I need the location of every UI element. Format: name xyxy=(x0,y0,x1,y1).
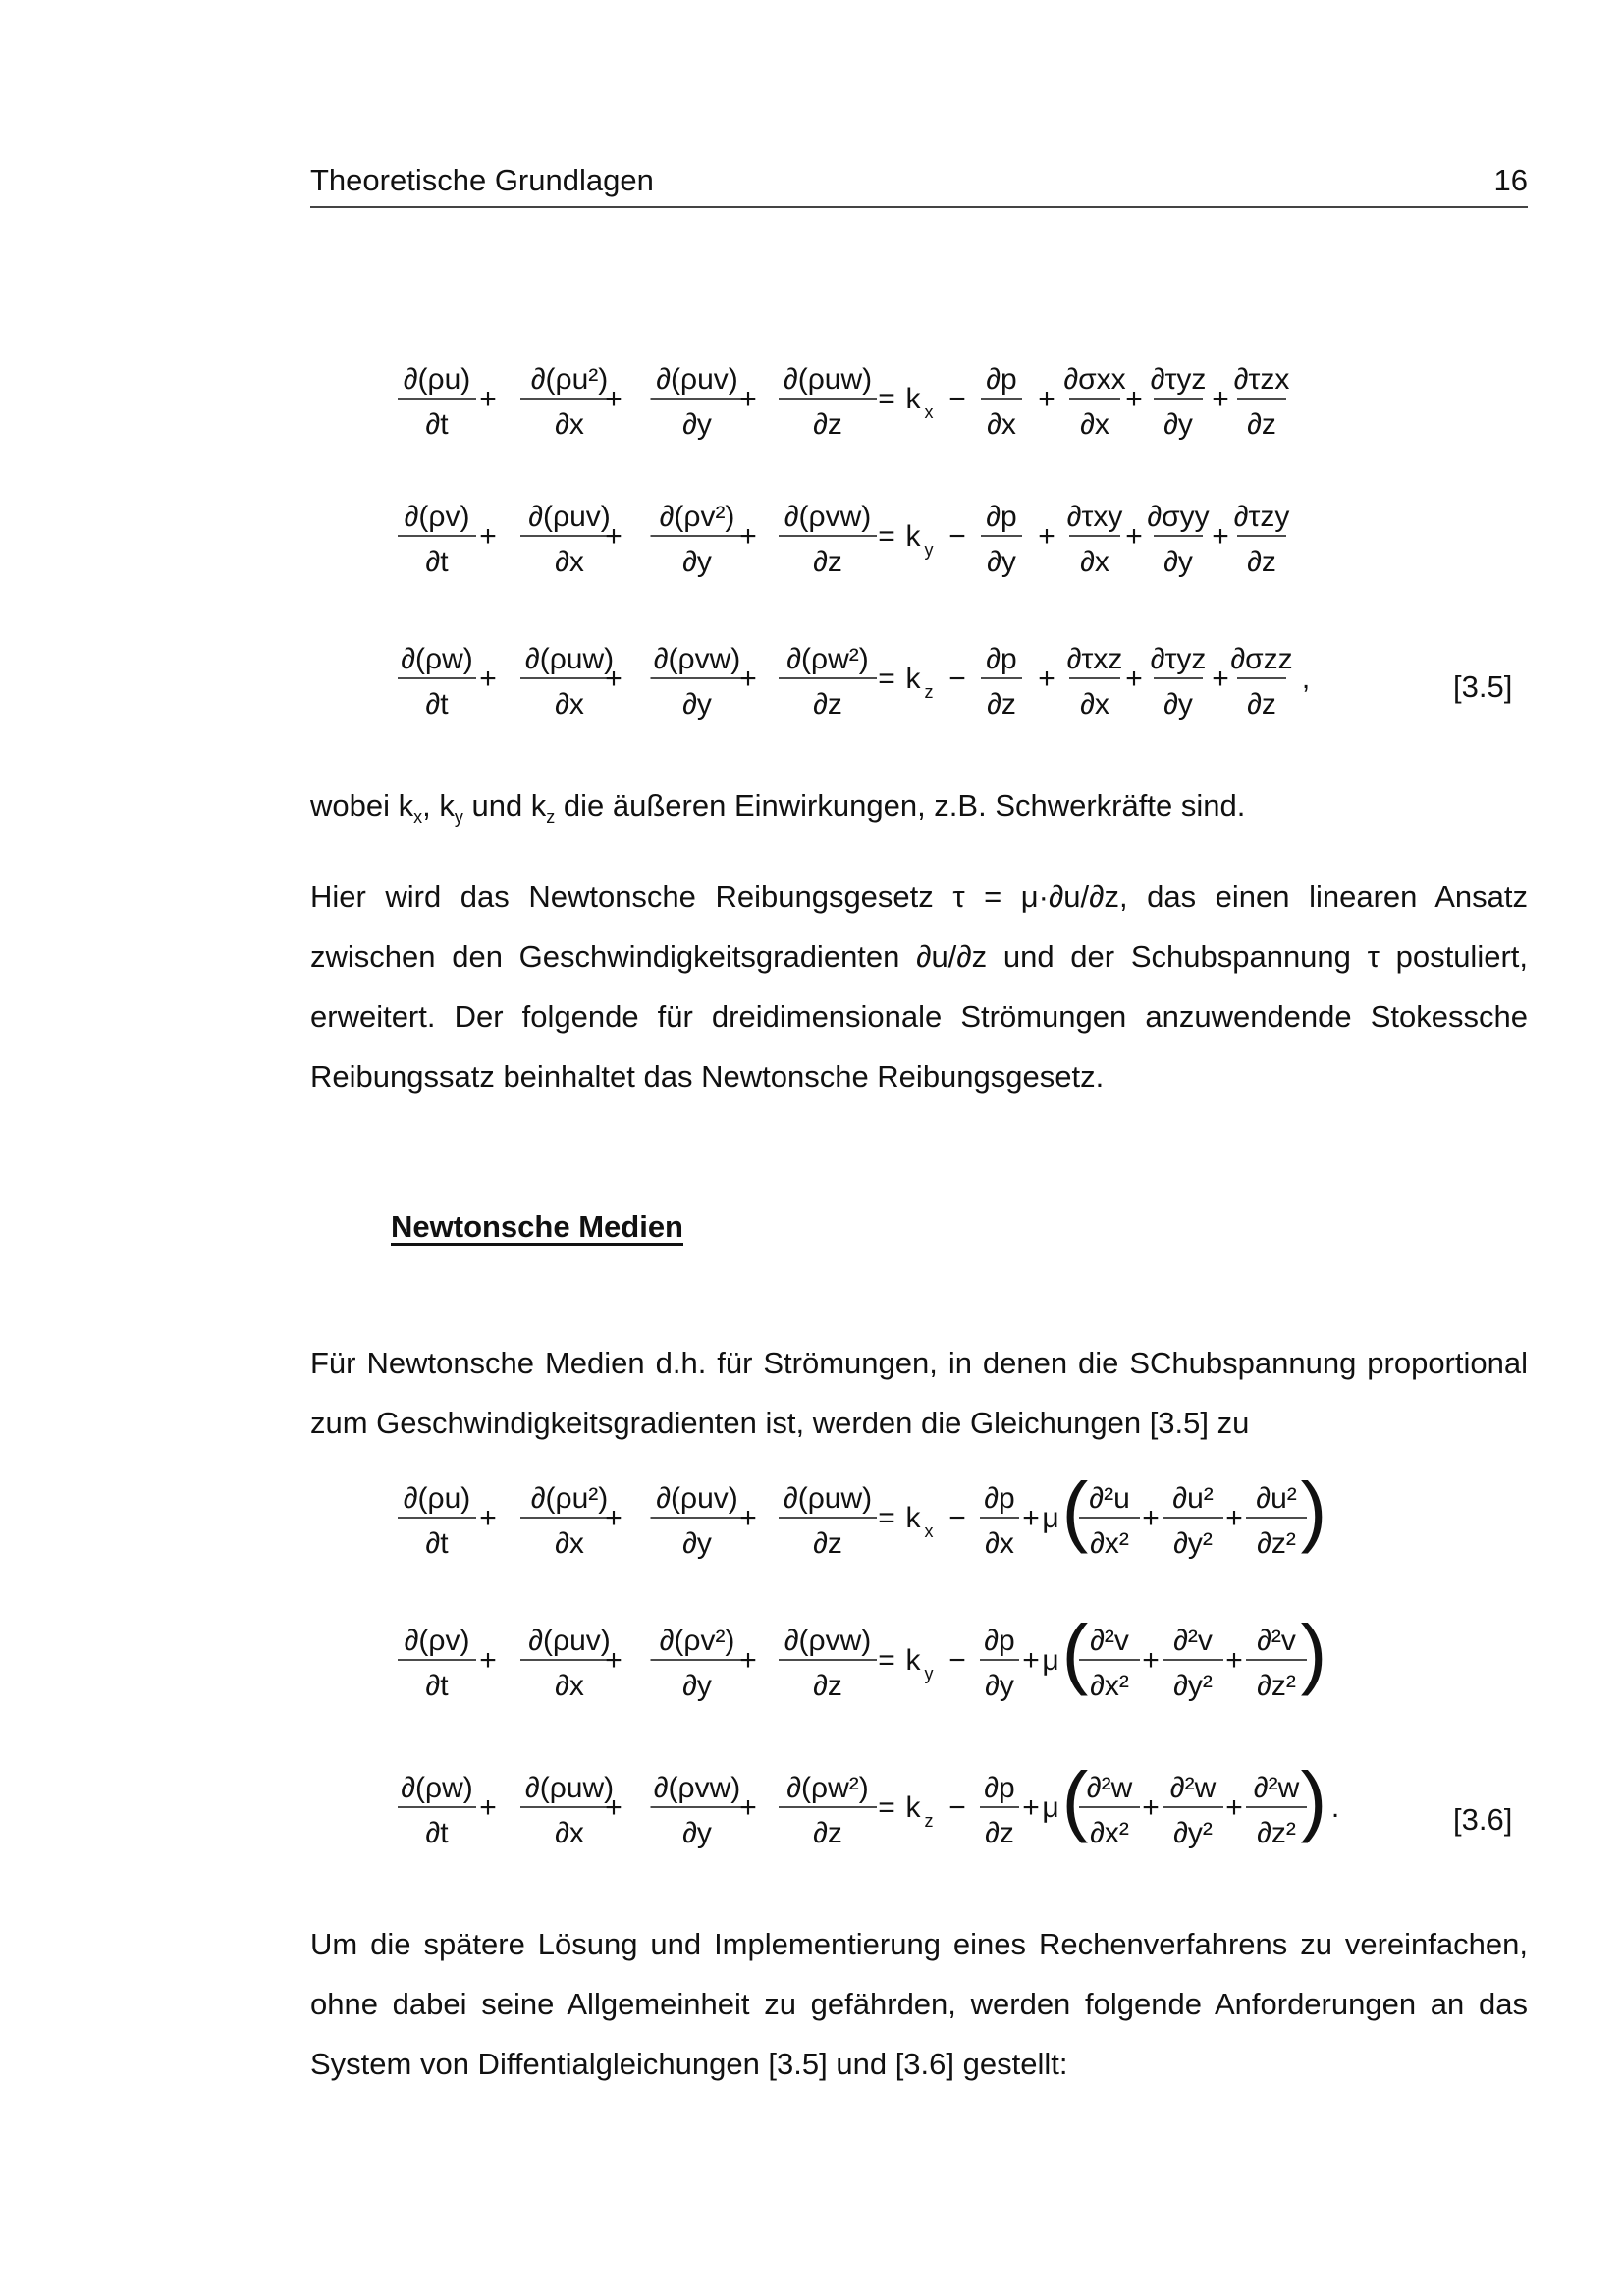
plus-sign: + xyxy=(479,1791,497,1824)
plus-sign: + xyxy=(739,520,757,553)
paragraph-external-forces xyxy=(310,775,1528,847)
para1-sub: y xyxy=(454,807,463,827)
fraction-denominator: ∂z xyxy=(813,1670,842,1702)
rhs-term xyxy=(1230,643,1292,721)
fraction-numerator: ∂p xyxy=(986,363,1017,396)
fraction-numerator: ∂p xyxy=(984,1482,1015,1515)
plus-sign: + xyxy=(739,1502,757,1534)
equation-row xyxy=(398,1467,1326,1560)
lhs-term xyxy=(779,501,877,578)
lhs-term xyxy=(651,1772,744,1849)
right-paren: ) xyxy=(1300,1609,1327,1696)
equals-sign: = xyxy=(878,663,895,695)
rhs-term xyxy=(1067,643,1123,721)
para1-text: , k xyxy=(422,788,455,823)
fraction-denominator: ∂z xyxy=(813,688,842,721)
fraction-denominator: ∂x xyxy=(555,408,584,441)
header-title: Theoretische Grundlagen xyxy=(310,163,654,197)
fraction-denominator: ∂z xyxy=(1247,546,1276,578)
fraction-numerator: ∂σyy xyxy=(1147,501,1210,533)
viscous-term xyxy=(1246,1482,1307,1560)
lhs-term xyxy=(520,363,619,441)
section-heading: Newtonsche Medien xyxy=(391,1209,683,1244)
para1-text: wobei k xyxy=(310,788,414,823)
plus-sign: + xyxy=(605,1791,622,1824)
fraction-denominator: ∂y² xyxy=(1173,1817,1213,1849)
fraction-numerator: ∂p xyxy=(986,643,1017,675)
k-subscript: x xyxy=(924,402,934,422)
plus-sign: + xyxy=(739,1644,757,1677)
left-paren: ( xyxy=(1061,1609,1089,1696)
minus-sign: − xyxy=(948,1791,966,1824)
fraction-numerator: ∂(ρuw) xyxy=(783,1482,873,1515)
fraction-denominator: ∂z xyxy=(985,1817,1014,1849)
fraction-numerator: ∂(ρv) xyxy=(404,1625,470,1657)
plus-sign: + xyxy=(739,663,757,695)
fraction-denominator: ∂x² xyxy=(1090,1670,1129,1702)
fraction-denominator: ∂t xyxy=(425,1817,449,1849)
fraction-numerator: ∂τxz xyxy=(1066,643,1123,675)
left-paren: ( xyxy=(1061,1756,1089,1843)
fraction-numerator: ∂u² xyxy=(1256,1482,1297,1515)
equals-sign: = xyxy=(878,1502,895,1534)
plus-sign: + xyxy=(1125,663,1143,695)
k-symbol: k xyxy=(905,520,921,553)
fraction-denominator: ∂z² xyxy=(1257,1817,1296,1849)
fraction-numerator: ∂(ρvw) xyxy=(784,501,872,533)
rhs-term xyxy=(1151,363,1207,441)
fraction-denominator: ∂x xyxy=(1080,688,1109,721)
fraction-numerator: ∂(ρuw) xyxy=(524,643,615,675)
viscous-term xyxy=(1163,1625,1223,1702)
lhs-term xyxy=(398,643,476,721)
rhs-term xyxy=(981,363,1022,441)
fraction-numerator: ∂τzx xyxy=(1233,363,1290,396)
rhs-term xyxy=(1234,363,1290,441)
plus-sign: + xyxy=(479,663,497,695)
fraction-denominator: ∂y² xyxy=(1173,1670,1213,1702)
lhs-term xyxy=(779,643,877,721)
fraction-numerator: ∂²u xyxy=(1089,1482,1130,1515)
para1-sub: x xyxy=(413,807,423,827)
para1-text: die äußeren Einwirkungen, z.B. Schwerkräfte sind. xyxy=(555,788,1246,823)
plus-sign: + xyxy=(605,520,622,553)
equals-sign: = xyxy=(878,520,895,553)
plus-sign: + xyxy=(605,663,622,695)
plus-sign: + xyxy=(739,383,757,415)
plus-sign: + xyxy=(605,383,622,415)
plus-sign: + xyxy=(1125,520,1143,553)
fraction-numerator: ∂(ρuv) xyxy=(656,363,738,396)
fraction-numerator: ∂²w xyxy=(1086,1772,1133,1804)
fraction-numerator: ∂²w xyxy=(1169,1772,1217,1804)
fraction-numerator: ∂(ρuv) xyxy=(528,1625,611,1657)
plus-sign: + xyxy=(1142,1644,1160,1677)
plus-sign: + xyxy=(1038,520,1055,553)
fraction-denominator: ∂y xyxy=(682,1817,712,1849)
plus-sign: + xyxy=(479,1502,497,1534)
fraction-denominator: ∂x xyxy=(555,546,584,578)
minus-sign: − xyxy=(948,383,966,415)
lhs-term xyxy=(651,1625,744,1702)
minus-sign: − xyxy=(948,663,966,695)
k-subscript: z xyxy=(924,682,934,702)
equation-row xyxy=(398,643,1310,721)
fraction-numerator: ∂τxy xyxy=(1066,501,1123,533)
fraction-numerator: ∂(ρw²) xyxy=(786,643,869,675)
plus-sign: + xyxy=(1038,663,1055,695)
fraction-numerator: ∂(ρu²) xyxy=(530,363,609,396)
fraction-denominator: ∂y xyxy=(1163,546,1193,578)
rhs-term xyxy=(1067,501,1123,578)
k-subscript: x xyxy=(924,1522,934,1541)
page-number: 16 xyxy=(1493,163,1528,197)
mu-symbol: μ xyxy=(1042,1791,1059,1824)
plus-sign: + xyxy=(1125,383,1143,415)
plus-sign: + xyxy=(1212,383,1229,415)
fraction-denominator: ∂z xyxy=(813,1817,842,1849)
fraction-numerator: ∂τzy xyxy=(1233,501,1290,533)
lhs-term xyxy=(520,1772,619,1849)
fraction-denominator: ∂x xyxy=(1080,408,1109,441)
plus-sign: + xyxy=(739,1791,757,1824)
fraction-denominator: ∂x² xyxy=(1090,1817,1129,1849)
viscous-term xyxy=(1246,1772,1307,1849)
fraction-denominator: ∂z xyxy=(813,546,842,578)
k-symbol: k xyxy=(905,1791,921,1824)
rhs-term xyxy=(1234,501,1290,578)
right-paren: ) xyxy=(1300,1467,1327,1554)
equals-sign: = xyxy=(878,1791,895,1824)
lhs-term xyxy=(520,1625,619,1702)
fraction-denominator: ∂x xyxy=(555,1670,584,1702)
plus-sign: + xyxy=(1022,1644,1040,1677)
fraction-denominator: ∂y xyxy=(682,1527,712,1560)
fraction-denominator: ∂y xyxy=(682,408,712,441)
fraction-numerator: ∂(ρvw) xyxy=(653,1772,741,1804)
equation-block-3-6 xyxy=(0,1467,1623,1885)
plus-sign: + xyxy=(1022,1502,1040,1534)
plus-sign: + xyxy=(1142,1502,1160,1534)
fraction-denominator: ∂z xyxy=(813,408,842,441)
fraction-numerator: ∂τyz xyxy=(1150,643,1207,675)
lhs-term xyxy=(651,643,744,721)
para1-text: und k xyxy=(462,788,547,823)
fraction-numerator: ∂(ρu²) xyxy=(530,1482,609,1515)
fraction-denominator: ∂x xyxy=(555,1527,584,1560)
lhs-term xyxy=(779,363,877,441)
k-symbol: k xyxy=(905,1502,921,1534)
fraction-numerator: ∂τyz xyxy=(1150,363,1207,396)
fraction-numerator: ∂p xyxy=(984,1625,1015,1657)
fraction-denominator: ∂t xyxy=(425,408,449,441)
lhs-term xyxy=(398,1625,476,1702)
fraction-numerator: ∂(ρvw) xyxy=(653,643,741,675)
equation-row xyxy=(398,1756,1339,1849)
paragraph-requirements: Um die spätere Lösung und Implementierung eines Rechenverfahrens zu vereinfachen, ohne dabei seine Allgemeinheit zu gefährden, werden folgende Anforderungen an das System von Diffentialgleichungen [3.5] und [3.6] gestellt: xyxy=(310,1927,1528,2081)
k-subscript: z xyxy=(924,1811,934,1831)
paragraph-newtonian-media: Für Newtonsche Medien d.h. für Strömungen, in denen die SChubspannung proportional zum Geschwindigkeitsgradienten ist, werden die Gleichungen [3.5] zu xyxy=(310,1346,1528,1440)
fraction-numerator: ∂(ρw) xyxy=(401,1772,473,1804)
fraction-numerator: ∂u² xyxy=(1172,1482,1214,1515)
pressure-term xyxy=(980,1625,1019,1702)
equation-row xyxy=(398,1609,1326,1702)
fraction-denominator: ∂y xyxy=(1163,408,1193,441)
fraction-denominator: ∂y² xyxy=(1173,1527,1213,1560)
minus-sign: − xyxy=(948,1644,966,1677)
lhs-term xyxy=(398,1482,476,1560)
fraction-numerator: ∂(ρuw) xyxy=(524,1772,615,1804)
lhs-term xyxy=(520,1482,619,1560)
plus-sign: + xyxy=(1225,1644,1243,1677)
fraction-denominator: ∂x xyxy=(1080,546,1109,578)
fraction-denominator: ∂y xyxy=(1163,688,1193,721)
fraction-denominator: ∂z xyxy=(813,1527,842,1560)
plus-sign: + xyxy=(1225,1502,1243,1534)
lhs-term xyxy=(651,363,744,441)
plus-sign: + xyxy=(1142,1791,1160,1824)
fraction-numerator: ∂p xyxy=(986,501,1017,533)
equation-label: [3.6] xyxy=(1453,1802,1513,1837)
fraction-numerator: ∂(ρw) xyxy=(401,643,473,675)
fraction-denominator: ∂x² xyxy=(1090,1527,1129,1560)
fraction-denominator: ∂y xyxy=(682,546,712,578)
left-paren: ( xyxy=(1061,1467,1089,1554)
equals-sign: = xyxy=(878,383,895,415)
fraction-denominator: ∂t xyxy=(425,1527,449,1560)
viscous-term xyxy=(1163,1482,1223,1560)
fraction-numerator: ∂(ρuw) xyxy=(783,363,873,396)
lhs-term xyxy=(779,1482,877,1560)
fraction-numerator: ∂(ρv²) xyxy=(659,501,735,533)
plus-sign: + xyxy=(479,383,497,415)
page-header xyxy=(310,163,1528,208)
rhs-term xyxy=(981,643,1022,721)
fraction-denominator: ∂z xyxy=(987,688,1016,721)
fraction-denominator: ∂y xyxy=(682,1670,712,1702)
fraction-denominator: ∂z² xyxy=(1257,1527,1296,1560)
plus-sign: + xyxy=(1212,520,1229,553)
fraction-denominator: ∂x xyxy=(987,408,1016,441)
plus-sign: + xyxy=(479,1644,497,1677)
fraction-numerator: ∂(ρv) xyxy=(404,501,470,533)
rhs-term xyxy=(1063,363,1125,441)
equation-row xyxy=(398,363,1289,441)
paragraph-newton-friction: Hier wird das Newtonsche Reibungsgesetz τ = μ·∂u/∂z, das einen linearen Ansatz zwischen den Geschwindigkeitsgradienten ∂u/∂z und der Schubspannung τ postuliert, erweitert. Der folgende für dreidimensionale Strömungen anzuwendende Stokessche Reibungssatz beinhaltet das Newtonsche Reibungsgesetz. xyxy=(310,880,1528,1094)
period: . xyxy=(1330,1791,1340,1824)
fraction-denominator: ∂z xyxy=(1247,688,1276,721)
lhs-term xyxy=(398,501,476,578)
lhs-term xyxy=(520,643,619,721)
minus-sign: − xyxy=(948,1502,966,1534)
lhs-term xyxy=(779,1772,877,1849)
plus-sign: + xyxy=(1212,663,1229,695)
lhs-term xyxy=(398,1772,476,1849)
fraction-numerator: ∂(ρw²) xyxy=(786,1772,869,1804)
fraction-denominator: ∂x xyxy=(555,1817,584,1849)
lhs-term xyxy=(520,501,619,578)
k-subscript: y xyxy=(924,540,934,560)
fraction-numerator: ∂(ρuv) xyxy=(528,501,611,533)
plus-sign: + xyxy=(1038,383,1055,415)
plus-sign: + xyxy=(1225,1791,1243,1824)
fraction-denominator: ∂t xyxy=(425,546,449,578)
equation-block-3-5 xyxy=(0,353,1623,746)
pressure-term xyxy=(980,1772,1019,1849)
equation-row xyxy=(398,501,1289,578)
fraction-denominator: ∂x xyxy=(985,1527,1014,1560)
fraction-denominator: ∂y xyxy=(987,546,1016,578)
mu-symbol: μ xyxy=(1042,1502,1059,1534)
viscous-term xyxy=(1246,1625,1307,1702)
mu-symbol: μ xyxy=(1042,1644,1059,1677)
fraction-numerator: ∂²v xyxy=(1173,1625,1213,1657)
equals-sign: = xyxy=(878,1644,895,1677)
plus-sign: + xyxy=(479,520,497,553)
plus-sign: + xyxy=(605,1502,622,1534)
fraction-numerator: ∂²v xyxy=(1090,1625,1129,1657)
fraction-numerator: ∂(ρu) xyxy=(403,363,471,396)
fraction-denominator: ∂t xyxy=(425,1670,449,1702)
rhs-term xyxy=(1151,643,1207,721)
fraction-numerator: ∂²w xyxy=(1253,1772,1300,1804)
fraction-numerator: ∂(ρv²) xyxy=(659,1625,735,1657)
viscous-term xyxy=(1163,1772,1223,1849)
rhs-term xyxy=(1147,501,1209,578)
plus-sign: + xyxy=(1022,1791,1040,1824)
fraction-denominator: ∂x xyxy=(555,688,584,721)
pressure-term xyxy=(980,1482,1019,1560)
lhs-term xyxy=(651,1482,744,1560)
fraction-numerator: ∂p xyxy=(984,1772,1015,1804)
equation-label: [3.5] xyxy=(1453,669,1513,704)
fraction-denominator: ∂y xyxy=(682,688,712,721)
k-symbol: k xyxy=(905,663,921,695)
fraction-denominator: ∂y xyxy=(985,1670,1014,1702)
k-subscript: y xyxy=(924,1664,934,1683)
plus-sign: + xyxy=(605,1644,622,1677)
k-symbol: k xyxy=(905,1644,921,1677)
lhs-term xyxy=(398,363,476,441)
minus-sign: − xyxy=(948,520,966,553)
fraction-numerator: ∂(ρuv) xyxy=(656,1482,738,1515)
para1-sub: z xyxy=(546,807,556,827)
fraction-denominator: ∂z xyxy=(1247,408,1276,441)
fraction-numerator: ∂(ρu) xyxy=(403,1482,471,1515)
right-paren: ) xyxy=(1300,1756,1327,1843)
rhs-term xyxy=(981,501,1022,578)
lhs-term xyxy=(779,1625,877,1702)
fraction-numerator: ∂σxx xyxy=(1063,363,1126,396)
fraction-numerator: ∂(ρvw) xyxy=(784,1625,872,1657)
lhs-term xyxy=(651,501,744,578)
fraction-numerator: ∂σzz xyxy=(1230,643,1293,675)
fraction-denominator: ∂z² xyxy=(1257,1670,1296,1702)
fraction-denominator: ∂t xyxy=(425,688,449,721)
comma: , xyxy=(1301,663,1311,695)
fraction-numerator: ∂²v xyxy=(1257,1625,1296,1657)
k-symbol: k xyxy=(905,383,921,415)
